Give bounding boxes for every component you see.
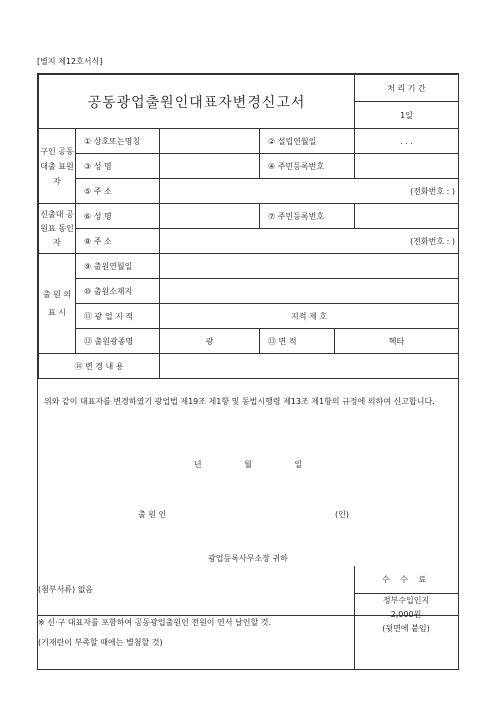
value-name-2[interactable] <box>160 204 260 229</box>
fee-label: 수 수 료 <box>354 566 458 594</box>
phone-field-2[interactable]: (전화번호 : ) <box>160 229 459 254</box>
report-form <box>37 73 459 670</box>
label-area: ⑬ 면 적 <box>260 329 335 354</box>
label-address-2: ⑧ 주 소 <box>76 229 160 254</box>
label-name-1: ③ 성 명 <box>76 154 160 179</box>
label-change-details: ⑭ 변 경 내 용 <box>39 354 160 379</box>
label-mining-registry: ⑪ 광 업 지 적 <box>76 304 160 329</box>
section-joint-applicant: 구인 공동 대출 표원자 <box>39 129 76 204</box>
attachments-notes <box>38 566 355 669</box>
label-name-2: ⑥ 성 명 <box>76 204 160 229</box>
value-change-details[interactable] <box>160 354 459 379</box>
declaration-statement: 위와 같이 대표자를 변경하였기 광업법 제19조 제1항 및 동법시행령 제13조 제1항의 규정에 의하여 신고합니다. <box>44 397 435 406</box>
date-line <box>38 459 458 470</box>
fee-stamp-type: 정부수입인지 <box>382 596 430 605</box>
section-claim-details: 출 원 의 표 시 <box>39 254 76 354</box>
label-application-date: ⑨ 출원연월일 <box>76 254 160 279</box>
date-year: 년 <box>193 460 202 469</box>
fee-details <box>354 594 458 636</box>
label-resident-no-2: ⑦ 주민등록번호 <box>260 204 355 229</box>
value-application-date[interactable] <box>160 254 459 279</box>
seal-mark: (인) <box>335 510 349 519</box>
section-new-representative: 신출대 공원표 동인자 <box>39 204 76 254</box>
value-resident-no-2[interactable] <box>355 204 459 229</box>
value-trade-name[interactable] <box>160 129 260 154</box>
value-resident-no-1[interactable] <box>355 154 459 179</box>
note-attach-extra: (기재란이 부족할 때에는 별첨할 것) <box>38 638 163 647</box>
value-application-location[interactable] <box>160 279 459 304</box>
date-month: 월 <box>244 460 252 469</box>
processing-period-label: 처 리 기 간 <box>355 75 459 102</box>
value-mineral-type[interactable]: 광 <box>160 329 260 354</box>
footer-section <box>38 566 458 669</box>
attachment-text: (첨부서류) 없음 <box>38 585 94 594</box>
processing-period-value: 1일 <box>355 102 459 129</box>
label-address-1: ⑤ 주 소 <box>76 179 160 204</box>
value-founding-date[interactable]: . . . <box>355 129 459 154</box>
value-area[interactable]: 헥타 <box>335 329 459 354</box>
label-founding-date: ② 설립연월일 <box>260 129 355 154</box>
value-mining-registry[interactable]: 지적 제 호 <box>160 304 459 329</box>
details-table <box>38 128 459 379</box>
phone-field-1[interactable]: (전화번호 : ) <box>160 179 459 204</box>
label-mineral-type: ⑫ 출원광종명 <box>76 329 160 354</box>
form-title: 공동광업출원인대표자변경신고서 <box>39 75 355 129</box>
fee-note: (뒷면에 붙임) <box>382 624 430 633</box>
label-resident-no-1: ④ 주민등록번호 <box>260 154 355 179</box>
date-day: 일 <box>294 460 303 469</box>
label-trade-name: ① 상호또는명칭 <box>76 129 160 154</box>
label-application-location: ⑩ 출원소재지 <box>76 279 160 304</box>
addressee-line: 광업등록사무소장 귀하 <box>208 554 288 563</box>
fee-amount: 2,000원 <box>390 610 422 619</box>
form-number-label: [별지 제12호서식] <box>37 57 103 66</box>
value-name-1[interactable] <box>160 154 260 179</box>
note-joint-signature: ※ 신·구 대표자를 포함하여 공동광업출원인 전원이 연서 날인할 것. <box>38 618 272 627</box>
applicant-label: 출 원 인 <box>138 510 167 519</box>
header-table <box>38 74 459 129</box>
